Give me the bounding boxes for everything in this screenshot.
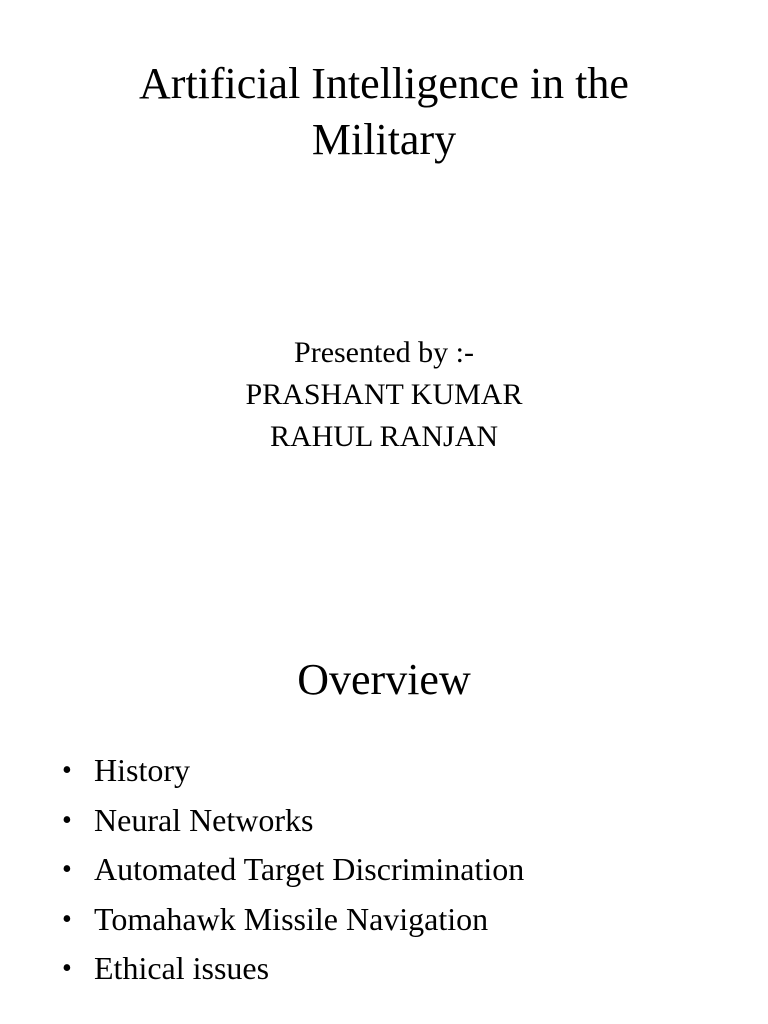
list-item — [62, 944, 524, 994]
presented-by-label: Presented by :- — [294, 336, 474, 369]
overview-slide — [0, 600, 768, 1024]
list-item — [62, 746, 524, 796]
list-item-text: Automated Target Discrimination — [94, 851, 525, 887]
overview-heading: Overview — [297, 655, 471, 704]
list-item — [62, 845, 524, 895]
list-item-text: History — [94, 752, 190, 788]
bullet-icon: • — [62, 903, 72, 935]
presentation-title — [0, 56, 768, 168]
presenters-block — [0, 332, 768, 458]
bullet-icon: • — [62, 854, 72, 885]
presenter-name: PRASHANT KUMAR — [245, 378, 523, 411]
bullet-icon: • — [62, 755, 72, 786]
list-item-text: Neural Networks — [94, 801, 314, 838]
list-item-text: Ethical issues — [94, 950, 270, 986]
overview-list — [62, 746, 524, 994]
list-item — [62, 895, 524, 945]
list-item — [62, 796, 524, 846]
list-item-text: Tomahawk Missile Navigation — [94, 900, 489, 937]
bullet-icon: • — [62, 953, 72, 984]
bullet-icon: • — [62, 804, 72, 836]
title-line-2: Military — [311, 115, 457, 164]
presenter-name: RAHUL RANJAN — [269, 420, 499, 453]
title-line-1: Artificial Intelligence in the — [139, 59, 629, 108]
